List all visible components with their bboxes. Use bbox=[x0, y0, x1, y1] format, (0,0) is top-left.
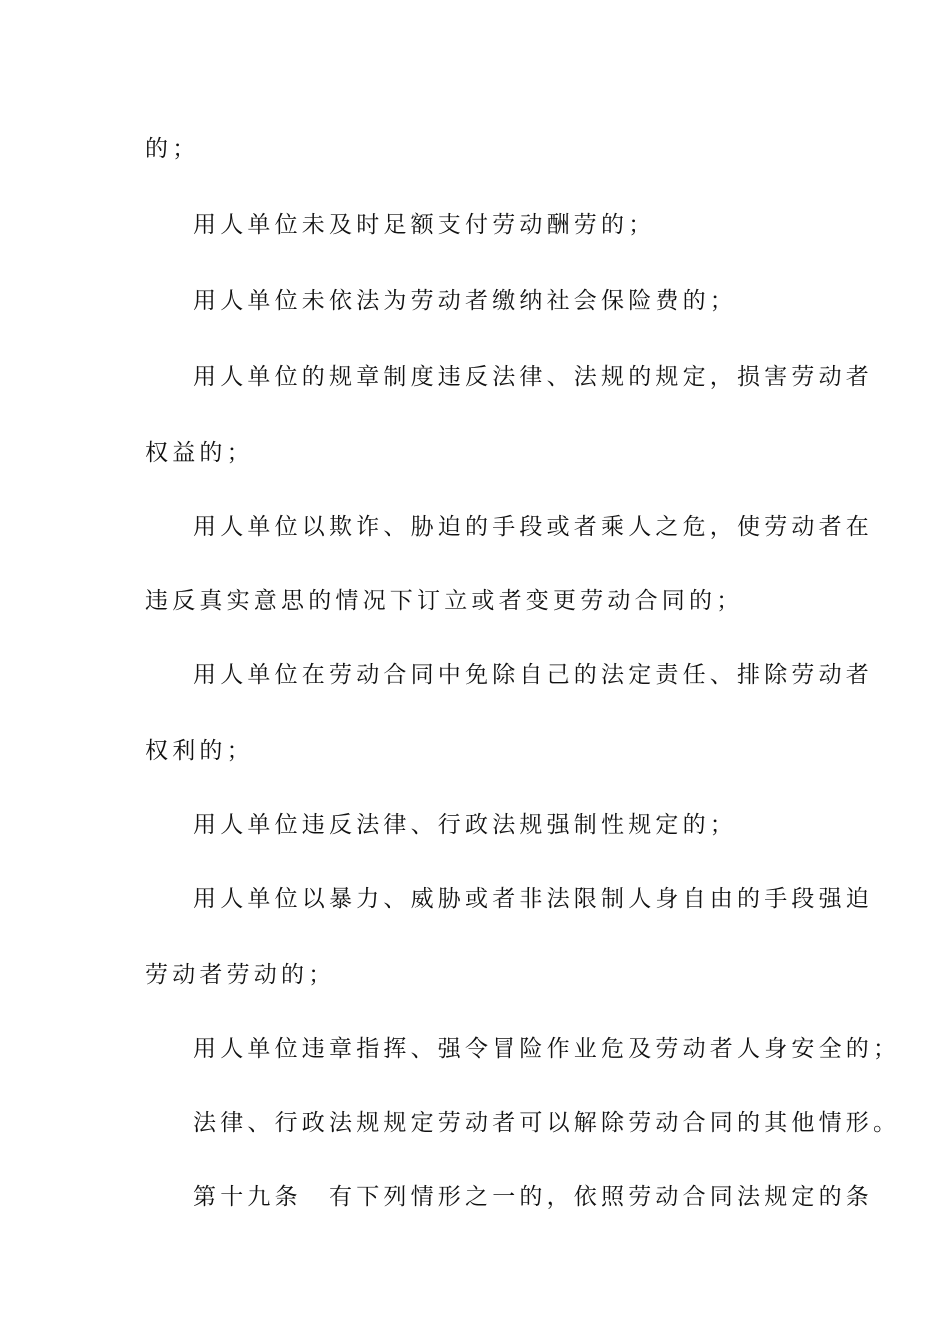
text-line: 用人单位未及时足额支付劳动酬劳的； bbox=[193, 212, 656, 238]
text-line: 用人单位的规章制度违反法律、法规的规定，损害劳动者 bbox=[193, 364, 873, 390]
text-line: 违反真实意思的情况下订立或者变更劳动合同的； bbox=[145, 588, 744, 614]
text-line: 用人单位违反法律、行政法规强制性规定的； bbox=[193, 812, 737, 838]
text-line: 用人单位以欺诈、胁迫的手段或者乘人之危，使劳动者在 bbox=[193, 514, 873, 540]
text-line: 用人单位违章指挥、强令冒险作业危及劳动者人身安全的； bbox=[193, 1036, 901, 1062]
text-line: 第十九条 有下列情形之一的，依照劳动合同法规定的条 bbox=[193, 1184, 873, 1210]
text-line: 的； bbox=[145, 136, 200, 162]
text-line: 用人单位在劳动合同中免除自己的法定责任、排除劳动者 bbox=[193, 662, 873, 688]
text-line: 权利的； bbox=[145, 738, 254, 764]
text-line: 权益的； bbox=[145, 440, 254, 466]
text-line: 用人单位以暴力、威胁或者非法限制人身自由的手段强迫 bbox=[193, 886, 873, 912]
text-line: 用人单位未依法为劳动者缴纳社会保险费的； bbox=[193, 288, 737, 314]
text-line: 法律、行政法规规定劳动者可以解除劳动合同的其他情形。 bbox=[193, 1110, 901, 1136]
text-line: 劳动者劳动的； bbox=[145, 962, 336, 988]
